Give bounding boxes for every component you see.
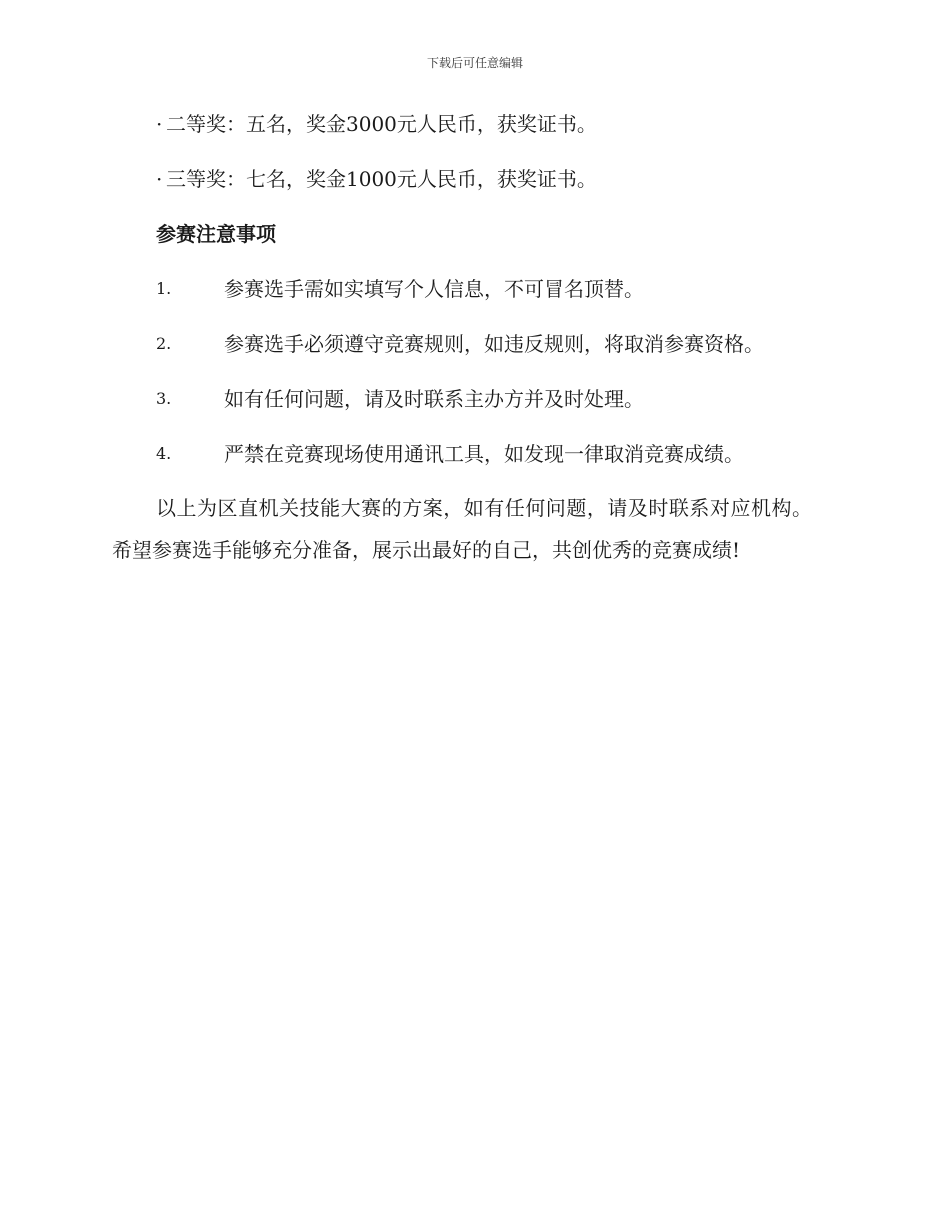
page-header: 下载后可任意编辑 xyxy=(426,56,523,70)
note-text: 严禁在竞赛现场使用通讯工具，如发现一律取消竞赛成绩。 xyxy=(224,442,744,466)
note-number: 1. xyxy=(156,279,172,298)
prize-item-third xyxy=(112,165,812,193)
prize-text: 三等奖：七名，奖金1000元人民币，获奖证书。 xyxy=(166,167,597,191)
notes-heading: 参赛注意事项 xyxy=(156,222,276,246)
note-item-2 xyxy=(112,330,812,358)
note-text: 如有任何问题，请及时联系主办方并及时处理。 xyxy=(224,387,644,411)
note-item-1 xyxy=(112,275,812,303)
document-body xyxy=(112,110,812,571)
note-item-4 xyxy=(112,440,812,468)
note-text: 参赛选手需如实填写个人信息，不可冒名顶替。 xyxy=(224,277,644,301)
bullet: · xyxy=(156,167,163,191)
prize-item-second xyxy=(112,110,812,138)
note-number: 2. xyxy=(156,334,172,353)
note-number: 4. xyxy=(156,444,172,463)
bullet: · xyxy=(156,112,163,136)
note-number: 3. xyxy=(156,389,172,408)
closing-paragraph: 以上为区直机关技能大赛的方案，如有任何问题，请及时联系对应机构。希望参赛选手能够充分准备，展示出最好的自己，共创优秀的竞赛成绩! xyxy=(112,496,812,562)
note-item-3 xyxy=(112,385,812,413)
prize-text: 二等奖：五名，奖金3000元人民币，获奖证书。 xyxy=(166,112,597,136)
note-text: 参赛选手必须遵守竞赛规则，如违反规则，将取消参赛资格。 xyxy=(224,332,764,356)
